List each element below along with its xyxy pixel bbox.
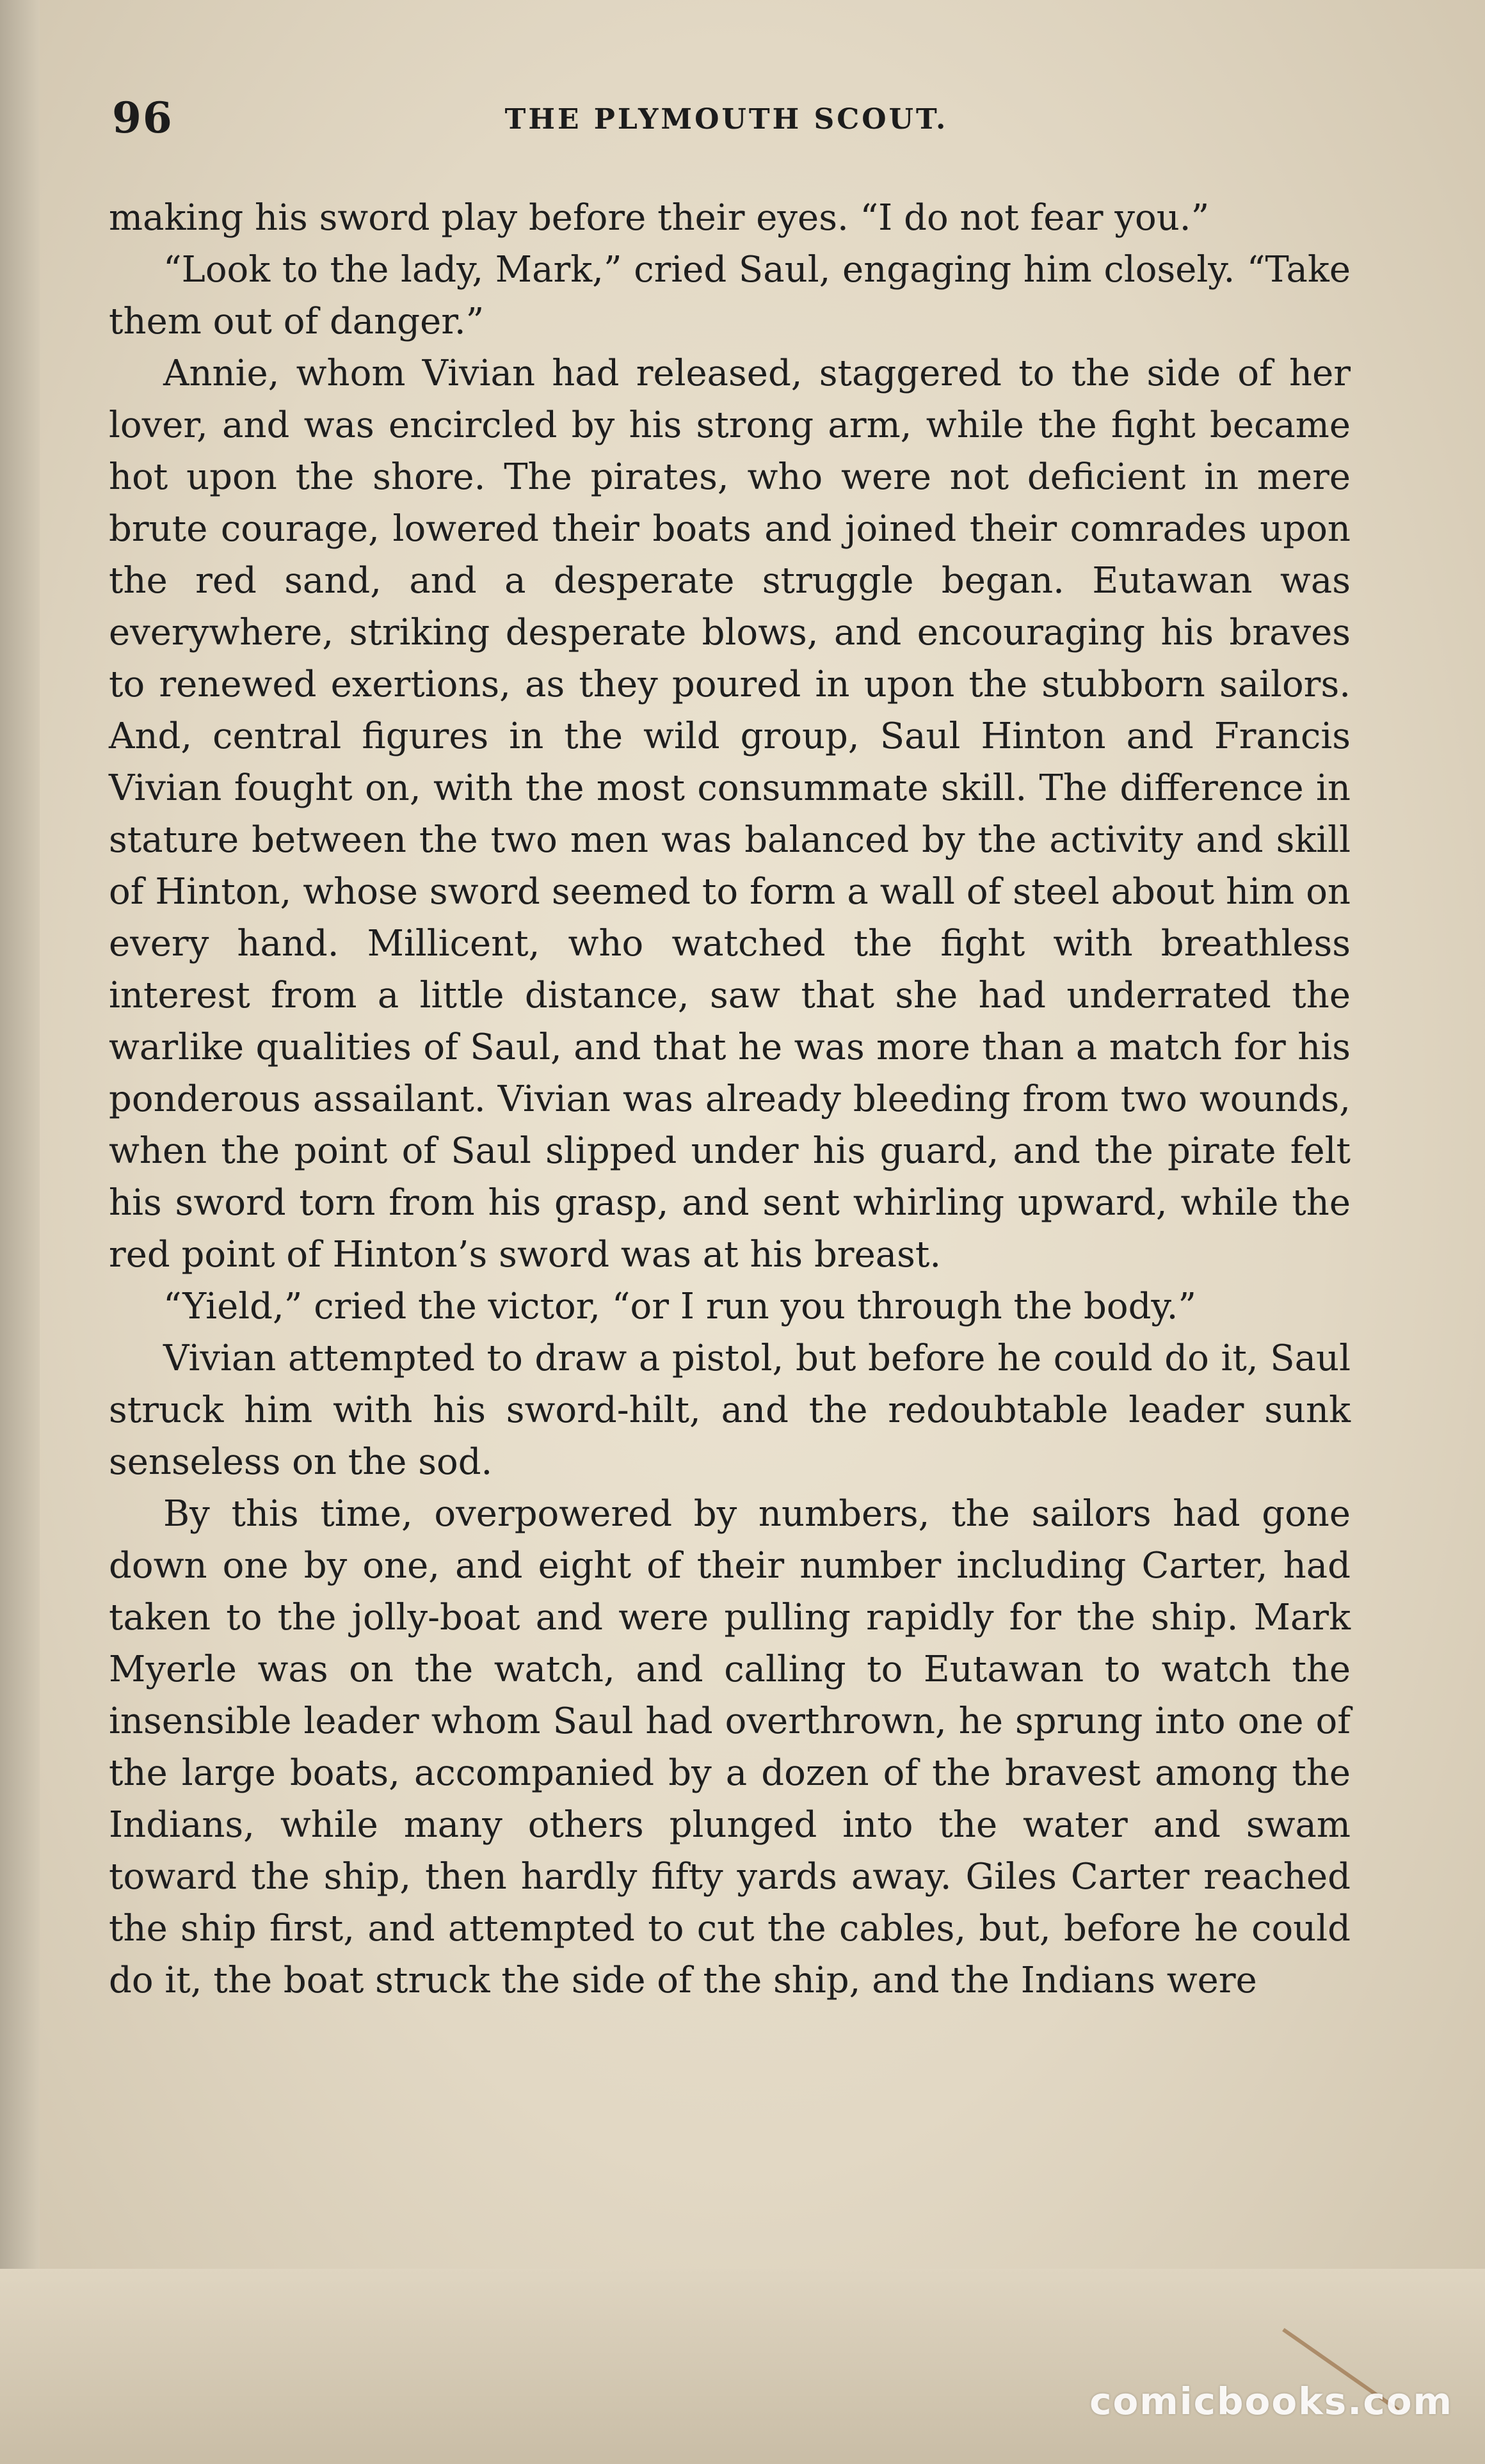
paragraph: By this time, overpowered by numbers, the sailors had gone down one by one, and eight of their number including Carter, had taken to the jolly-boat and were pulling rapidly for the ship. Mark Myerle was on the watch, and calling to Eutawan to watch the insensible leader whom Saul had overthrown, he sprung into one of the large boats, accompanied by a dozen of the bravest among the Indians, while many others plunged into the water and swam toward the ship, then hardly fifty yards away. Giles Carter reached the ship first, and attempted to cut the cables, but, before he could do it, the boat struck the side of the ship, and the Indians were [109, 1493, 1351, 2001]
page-number: 96 [112, 93, 173, 143]
watermark: comicbooks.com [1089, 2380, 1453, 2423]
paragraph: Annie, whom Vivian had released, staggered to the side of her lover, and was encircled by his strong arm, while the fight became hot upon the shore. The pirates, who were not deficient in mere brute courage, lowered their boats and joined their comrades upon the red sand, and a desperate struggle began. Eutawan was everywhere, striking desperate blows, and encouraging his braves to renewed exertions, as they poured in upon the stubborn sailors. And, central figures in the wild group, Saul Hinton and Francis Vivian fought on, with the most consummate skill. The difference in stature between the two men was balanced by the activity and skill of Hinton, whose sword seemed to form a wall of steel about him on every hand. Millicent, who watched the fight with breathless interest from a little distance, saw that she had underrated the warlike qualities of Saul, and that he was more than a match for his ponderous assailant. Vivian was already bleeding from two wounds, when the point of Saul slipped under his guard, and the pirate felt his sword torn from his grasp, and sent whirling upward, while the red point of Hinton’s sword was at his breast. [109, 353, 1351, 1276]
paragraph: “Look to the lady, Mark,” cried Saul, engaging him closely. “Take them out of danger.” [109, 249, 1351, 342]
page-header [106, 93, 1347, 150]
body-text [109, 192, 1351, 2006]
page-binding-edge [0, 0, 40, 2464]
page-bottom-margin [0, 2269, 1485, 2464]
paragraph: Vivian attempted to draw a pistol, but before he could do it, Saul struck him with his sword-hilt, and the redoubtable leader sunk senseless on the sod. [109, 1338, 1351, 1483]
paragraph: “Yield,” cried the victor, “or I run you through the body.” [163, 1286, 1197, 1327]
paragraph: making his sword play before their eyes. “I do not fear you.” [109, 197, 1210, 239]
running-head: THE PLYMOUTH SCOUT. [504, 103, 949, 136]
